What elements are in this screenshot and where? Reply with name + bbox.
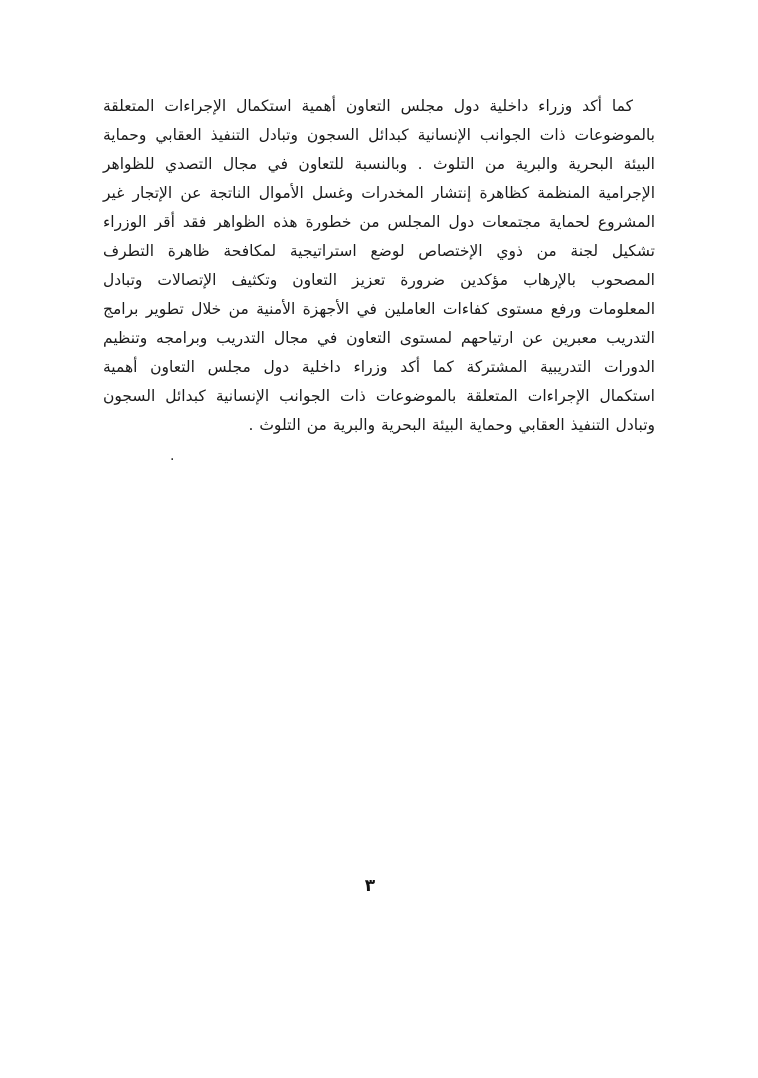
text-line: الدورات التدريبية المشتركة كما أكد وزراء داخلية دول مجلس التعاون أهمية xyxy=(103,358,655,376)
text-line: وتبادل التنفيذ العقابي وحماية البيئة البحرية والبرية من التلوث . xyxy=(248,416,655,434)
text-line: المعلومات ورفع مستوى كفاءات العاملين في الأجهزة الأمنية من خلال تطوير برامج xyxy=(103,300,655,318)
scan-stray-mark: . xyxy=(170,448,175,464)
text-line: استكمال الإجراءات المتعلقة بالموضوعات ذات الجوانب الإنسانية كبدائل السجون xyxy=(103,387,655,405)
text-line: المشروع لحماية مجتمعات دول المجلس من خطورة هذه الظواهر فقد أقر الوزراء xyxy=(103,213,655,231)
page-number: ٣ xyxy=(364,876,376,896)
text-line: البيئة البحرية والبرية من التلوث . وبالنسبة للتعاون في مجال التصدي للظواهر xyxy=(103,155,655,173)
text-line: كما أكد وزراء داخلية دول مجلس التعاون أهمية استكمال الإجراءات المتعلقة xyxy=(103,97,633,115)
text-line: تشكيل لجنة من ذوي الإختصاص لوضع استراتيجية لمكافحة ظاهرة التطرف xyxy=(103,242,655,260)
text-line: المصحوب بالإرهاب مؤكدين ضرورة تعزيز التعاون وتكثيف الإتصالات وتبادل xyxy=(103,271,655,289)
text-line: التدريب معبرين عن ارتياحهم لمستوى التعاون في مجال التدريب وبرامجه وتنظيم xyxy=(103,329,655,347)
body-text xyxy=(103,92,655,440)
text-line: بالموضوعات ذات الجوانب الإنسانية كبدائل السجون وتبادل التنفيذ العقابي وحماية xyxy=(103,126,655,144)
text-line: الإجرامية المنظمة كظاهرة إنتشار المخدرات وغسل الأموال الناتجة عن الإتجار غير xyxy=(103,184,655,202)
